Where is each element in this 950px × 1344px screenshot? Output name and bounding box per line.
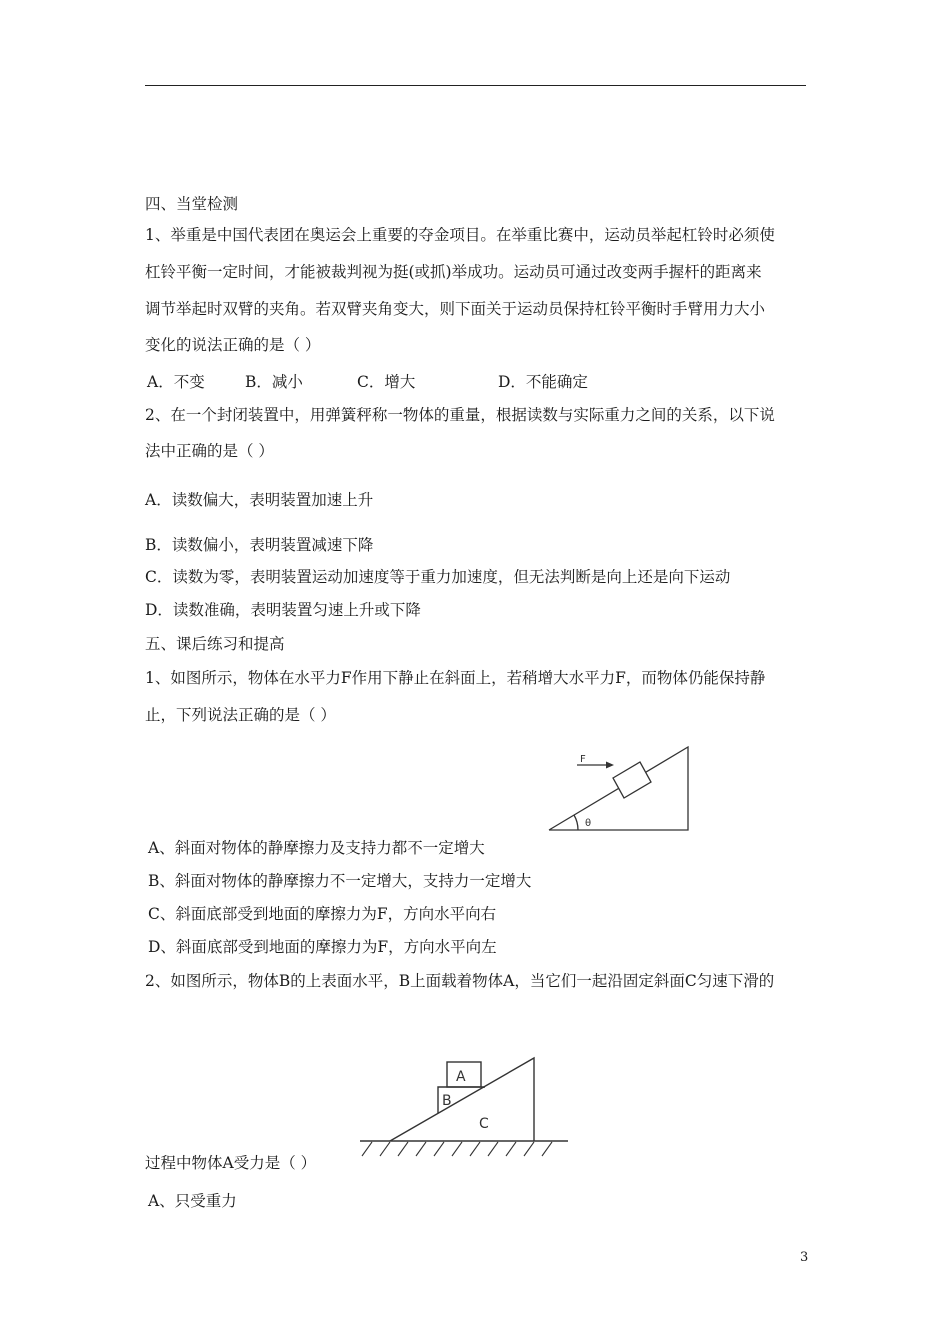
s5-q1-option-c: C、斜面底部受到地面的摩擦力为F，方向水平向右 xyxy=(148,905,497,923)
s5-q1-option-d: D、斜面底部受到地面的摩擦力为F，方向水平向左 xyxy=(148,938,497,956)
q1-option-b: B．减小 xyxy=(245,373,303,391)
label-a: A xyxy=(456,1069,466,1085)
label-c: C xyxy=(479,1116,489,1132)
q1-line-3: 调节举起时双臂的夹角。若双臂夹角变大，则下面关于运动员保持杠铃平衡时手臂用力大小 xyxy=(145,300,766,318)
section-heading-5: 五、课后练习和提高 xyxy=(145,635,285,653)
force-label: F xyxy=(580,754,586,765)
angle-label: θ xyxy=(585,818,592,829)
s5-q1-line-2: 止，下列说法正确的是（ ） xyxy=(145,706,336,724)
q1-line-4: 变化的说法正确的是（ ） xyxy=(145,336,321,354)
q2-option-a: A．读数偏大，表明装置加速上升 xyxy=(145,491,374,509)
page-number: 3 xyxy=(800,1250,809,1265)
ground-hatching xyxy=(362,1142,552,1156)
incline-outline xyxy=(549,747,688,830)
q2-option-d: D．读数准确，表明装置匀速上升或下降 xyxy=(145,601,421,619)
arrowhead-icon xyxy=(606,762,614,769)
q1-option-c: C．增大 xyxy=(357,373,416,391)
block-b xyxy=(438,1087,484,1113)
block xyxy=(613,762,651,798)
label-b: B xyxy=(442,1093,452,1109)
s5-q1-option-b: B、斜面对物体的静摩擦力不一定增大，支持力一定增大 xyxy=(148,872,532,890)
q1-option-d: D．不能确定 xyxy=(498,373,588,391)
incline-c xyxy=(390,1058,534,1141)
q2-line-2: 法中正确的是（ ） xyxy=(145,442,274,460)
q2-option-b: B．读数偏小，表明装置减速下降 xyxy=(145,536,374,554)
s5-q2-line-1: 2、如图所示，物体B的上表面水平，B上面载着物体A，当它们一起沿固定斜面C匀速下滑的 xyxy=(145,972,775,990)
angle-arc xyxy=(574,815,578,830)
q2-line-1: 2、在一个封闭装置中，用弹簧秤称一物体的重量，根据读数与实际重力之间的关系，以下说 xyxy=(145,406,775,424)
block-a xyxy=(447,1062,481,1087)
s5-q2-option-a: A、只受重力 xyxy=(148,1192,237,1210)
q2-option-c: C．读数为零，表明装置运动加速度等于重力加速度，但无法判断是向上还是向下运动 xyxy=(145,568,731,586)
q1-line-2: 杠铃平衡一定时间，才能被裁判视为挺(或抓)举成功。运动员可通过改变两手握杆的距离来 xyxy=(145,263,762,281)
s5-q1-option-a: A、斜面对物体的静摩擦力及支持力都不一定增大 xyxy=(148,839,485,857)
q1-option-a: A．不变 xyxy=(147,373,205,391)
header-rule xyxy=(145,85,806,86)
q1-line-1: 1、举重是中国代表团在奥运会上重要的夺金项目。在举重比赛中，运动员举起杠铃时必须使 xyxy=(145,226,775,244)
section-heading-4: 四、当堂检测 xyxy=(145,195,239,213)
s5-q2-line-2: 过程中物体A受力是（ ） xyxy=(145,1154,317,1172)
s5-q1-line-1: 1、如图所示，物体在水平力F作用下静止在斜面上，若稍增大水平力F，而物体仍能保持静 xyxy=(145,669,766,687)
